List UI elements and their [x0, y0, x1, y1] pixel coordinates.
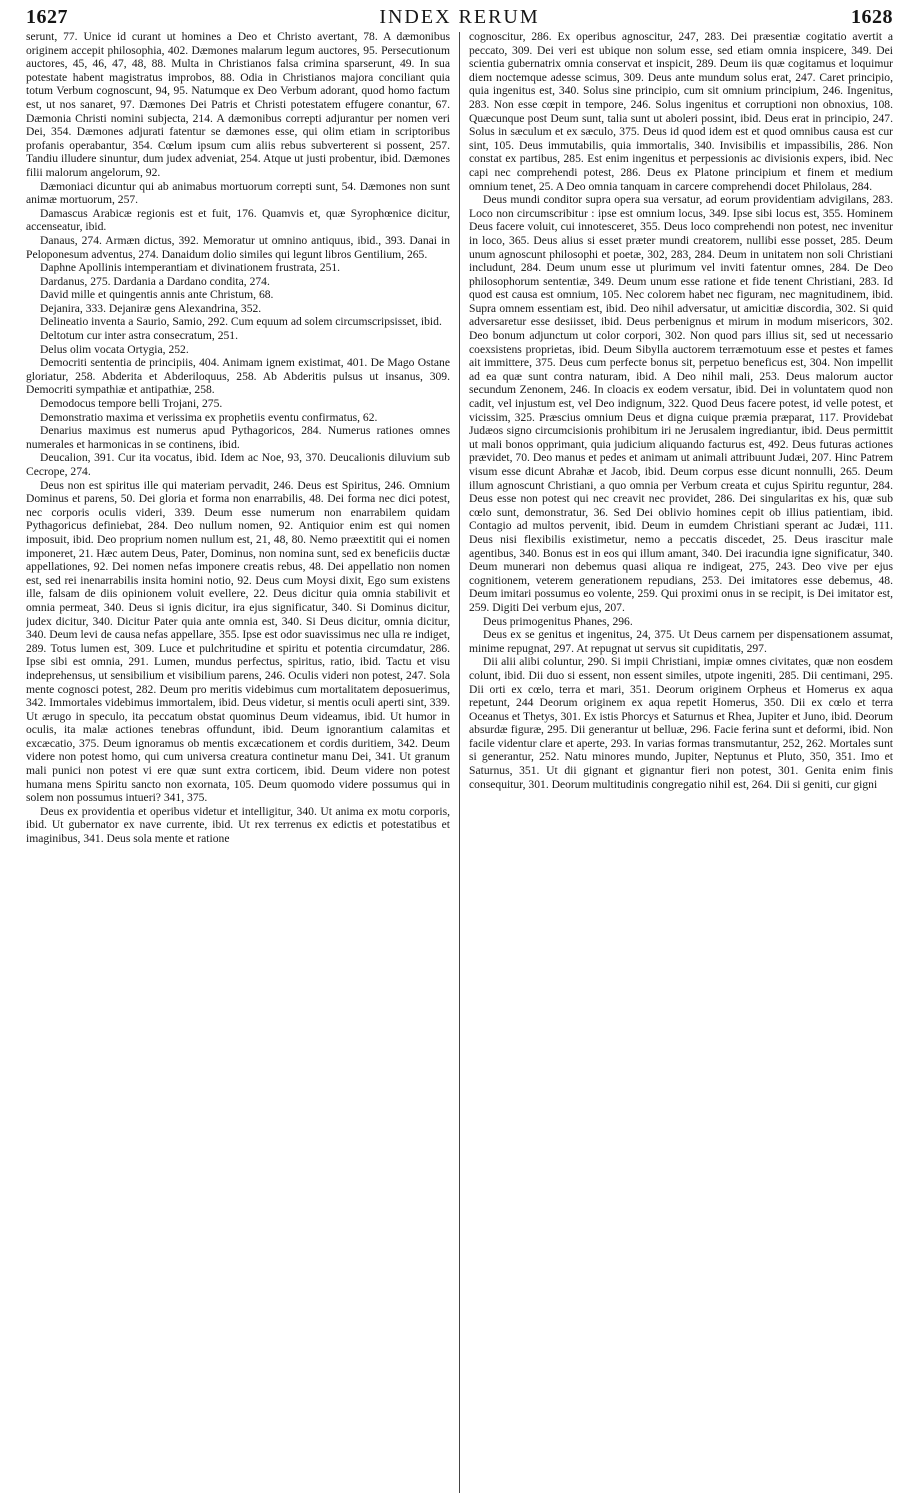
left-column-entry: Dæmoniaci dicuntur qui ab animabus mortuorum correpti sunt, 54. Dæmones non sunt animæ mortuorum, 257.	[26, 179, 450, 207]
left-column-entry: Deucalion, 391. Cur ita vocatus, ibid. Idem ac Noe, 93, 370. Deucalionis diluvium sub Cecrope, 274.	[26, 451, 450, 478]
left-column-entry: Demonstratio maxima et verissima ex prophetiis eventu confirmatus, 62.	[40, 410, 378, 424]
left-column-entry: Danaus, 274. Armæn dictus, 392. Memoratur ut omnino antiquus, ibid., 393. Danai in Peloponesum adventus, 274. Danaidum dolio similes qui legunt libros Gentilium, 265.	[26, 233, 450, 261]
left-column-entry: Demodocus tempore belli Trojani, 275.	[40, 397, 223, 411]
right-column-entry: Deus ex se genitus et ingenitus, 24, 375. Ut Deus carnem per dispensationem assumat, minime repugnat, 297. At repugnat ut servus sit cupiditatis, 297.	[469, 628, 893, 655]
column-divider	[459, 32, 460, 1493]
running-title: INDEX RERUM	[379, 6, 540, 28]
left-column-entry: Deltotum cur inter astra consecratum, 251.	[40, 329, 238, 343]
left-column-entry: serunt, 77. Unice id curant ut homines a Deo et Christo avertant, 78. A dæmonibus originem accepit philosophia, 402. Dæmones malarum legum auctores, 95. Persecutionum auctores, 45, 46, 47, 48, 88. Multa in Christianos falsa crimina sparserunt, 49. In sua potestate habent magistratus improbos, 88. Odia in Christianos majora conciliant quia totum Verbum cognoscunt, 94, 95. Natumque ex Deo Verbum adorant, quod homo factum est, ut nos sanaret, 97. Dæmones Dei Patris et Christi potestatem effugere conantur, 67. Dæmonia Christi nomini subjecta, 214. A dæmonibus correpti adjurantur per nomen veri Dei, 354. Dæmones adjurati fatentur se dæmones esse, qui olim etiam in scriptoribus profanis operabantur, 354. Cœlum ipsum cum aliis rebus subverterent si possent, 257. Tandiu illudere sinuntur, dum judex adveniat, 254. Atque ut justi probentur, ibid. Dæmones filii malorum angelorum, 92.	[26, 30, 450, 179]
left-column-entry: Democriti sententia de principiis, 404. Animam ignem existimat, 401. De Mago Ostane gloriatur, 258. Abderita et Abderiloquus, 258. Ab Abderitis pulsus ut insanus, 309. Democriti sympathiæ et antipathiæ, 258.	[26, 356, 450, 397]
left-column-entry: Dejanira, 333. Dejaniræ gens Alexandrina, 352.	[40, 301, 262, 315]
right-column-entry: Deus primogenitus Phanes, 296.	[483, 614, 633, 628]
left-column-entry: Delineatio inventa a Saurio, Samio, 292. Cum equum ad solem circumscripsisset, ibid.	[40, 315, 442, 329]
right-column-entry: Deus mundi conditor supra opera sua versatur, ad eorum providentiam advigilans, 283. Loco non circumscribitur : ipse est omnium locus, 349. Ipse sibi locus est, 355. Hominem Deus facere voluit, cui innotesceret, 355. Deus loco comprehendi non potest, nec invenitur in loco, 365. Deus alius si esset præter mundi creatorem, nullibi esse posset, 285. Deum unum agnoscunt philosophi et poetæ, 302, 283, 284. Deum in unitatem non soli Christiani includunt, 284. Deum unum esse ut plurimum vel inviti fatentur omnes, 284. De Deo philosophorum sententiæ, 349. Deum unum esse ratione et fide tenent Christiani, 283. Id quod est causa est omnium, 105. Nec colorem habet nec figuram, nec magnitudinem, ibid. Supra omnem essentiam est, ibid. Deo nihil adversatur, ut amicitiæ discordia, 302. Si quid adversaretur esse desiisset, ibid. Deus perbenignus et mirum in modum misericors, 302. Deo bonum adjunctum ut color corpori, 302. Non quod pars illius sit, sed ut necessario coexsistens proprietas, ibid. Deum Sibylla auctorem terræmotuum esse et pestes et fames ait immittere, 375. Deus cum perfecte bonus sit, perpetuo beneficus est, 304. Non impellit ad ea quæ sunt contra naturam, ibid. A Deo nihil mali, 253. Deus malorum auctor secundum Zenonem, 246. In cloacis ex eodem versatur, ibid. Dei in voluntatem quod non cadit, vel injustum est, vel Deo indignum, 322. Quod Deus facere potest, id velle potest, et vicissim, 325. Præscius omnium Deus et digna cuique præmia præparat, 117. Providebat Judæos signo circumcisionis prohibitum iri ne Jerusalem ingrediantur, ibid. Deus permittit ut mali bonos opprimant, quia judicium aliquando facturus est, 492. Deus futuras actiones prævidet, 70. Deo manus et pedes et animam ut animali attribuunt Judæi, 207. Hinc Patrem visum esse dicunt Abrahæ et Jacob, ibid. Deum corpus esse dicunt nonnulli, 265. Deum illum agnoscunt Christiani, a quo omnia per Verbum creata et cujus Spiritu reguntur, 284. Deus esse non potest qui nec creavit nec providet, 286. Dei singularitas ex his, quæ sub cœlo sunt, demonstratur, 36. Sed Dei oblivio homines cepit ob illius patientiam, ibid. Contagio ad multos pervenit, ibid. Deum in eumdem Christiani sperant ac Judæi, 111. Deus nisi flexibilis existimetur, nemo a peccatis discedet, 25. Deus irascitur male agentibus, 340. Bonus est in eos qui illum amant, 340. Dei iracundia igne significatur, 340. Deum munerari non debemus quasi aliqua re indigeat, 275, 243. Deo vive per ejus cognitionem, veterem generationem repudians, 253. Dei imitatores esse debemus, 48. Deum imitari possumus eo volente, 259. Qui proximi onus in se recipit, is Dei imitator est, 259. Digiti Dei verbum ejus, 207.	[469, 193, 893, 614]
left-column-entry: Damascus Arabicæ regionis est et fuit, 176. Quamvis et, quæ Syrophœnice dicitur, accenseatur, ibid.	[26, 206, 450, 234]
page-number-right: 1628	[851, 6, 893, 28]
left-column-entry: Denarius maximus est numerus apud Pythagoricos, 284. Numerus rationes omnes numerales et harmonicas in se continens, ibid.	[26, 424, 450, 451]
left-column-entry: Deus ex providentia et operibus videtur et intelligitur, 340. Ut anima ex motu corporis, ibid. Ut gubernator ex nave currente, ibid. Ut rex terrenus ex edictis et potestatibus et imaginibus, 341. Deus sola mente et ratione	[26, 804, 450, 846]
left-column-entry: Delus olim vocata Ortygia, 252.	[40, 342, 189, 356]
right-column	[469, 30, 893, 1493]
left-column-entry: David mille et quingentis annis ante Christum, 68.	[40, 288, 274, 302]
right-column-entry: cognoscitur, 286. Ex operibus agnoscitur, 247, 283. Dei præsentiæ cogitatio avertit a peccato, 309. Dei veri est ubique non solum esse, sed etiam omnia inspicere, 349. Dei scientia gubernatrix omnia conservat et inspicit, 289. Deum iis quæ cogitamus et loquimur diem noctemque adesse scimus, 309. Deus ante mundum solus erat, 247. Caret principio, quia ingenitus est, 340. Solus sine principio, cum sit omnium principium, 246. Ingenitus, 283. Non esse cœpit in tempore, 246. Solus ingenitus et corruptioni non obnoxius, 108. Quæcunque post Deum sunt, talia sunt ut aboleri possint, ibid. Deus erat in principio, 247. Solus in sæculum et ex sæculo, 375. Deus id quod idem est et quod omnibus causa est cur sint, 105. Deus immutabilis, quia immortalis, 340. Invisibilis et impassibilis, 286. Non constat ex partibus, 285. Est enim ingenitus et perpessionis ac divisionis expers, ibid. Nec capi nec comprehendi potest, 286. Deus ex Platone principium et finem et medium omnium tenet, 25. A Deo omnia tanquam in carcere comprehendi docet Philolaus, 284.	[469, 30, 893, 193]
left-column-entry: Dardanus, 275. Dardania a Dardano condita, 274.	[40, 274, 270, 288]
index-columns	[26, 30, 893, 1493]
left-column-entry: Deus non est spiritus ille qui materiam pervadit, 246. Deus est Spiritus, 246. Omnium Dominus et parens, 50. Dei gloria et forma non enarrabilis, 48. Dei forma nec dici potest, nec corporis oculis videri, 339. Deum esse numerum non enarrabilem quidam Pythagoricus definiebat, 284. Deo nullum nomen, 92. Antiquior enim est qui nomen imposuit, ibid. Deo proprium nomen nullum est, 21, 48, 80. Nemo præextitit qui ei nomen imponeret, 21. Hæc autem Deus, Pater, Dominus, non nomina sunt, sed ex beneficiis ductæ appellationes, 92. Dei nomen nefas imponere creatis rebus, 48. Dei appellatio non nomen est, sed rei inenarrabilis insita homini notio, 92. Deus cum Moysi dixit, Ego sum existens ille, falsam de diis opinionem voluit evellere, 22. Deus dicitur quia omnia stabilivit et omnia permeat, 340. Deus si ignis dicitur, ira ejus significatur, 340. Si Dominus dicitur, judex dicitur, 340. Dicitur Pater quia ante omnia est, 340. Si Deus dicitur, omnia dicitur, 340. Deum levi de causa nefas appellare, 355. Ipse est odor suavissimus nec ulla re indiget, 289. Totus lumen est, 309. Luce et pulchritudine et spiritu et potentia circumdatur, 286. Ipse sibi est omnia, 291. Lumen, mundus perfectus, spiritus, ratio, ibid. Tactu et visu indeprehensus, ut sensibilium et visibilium parens, 246. Oculis videri non potest, 247. Sola mente cognosci potest, 282. Deum pro meritis videbimus cum mortalitatem deposuerimus, 342. Immortales videbimus immortalem, ibid. Deus videtur, si mentis oculi aperti sint, 339. Ut ærugo in speculo, ita peccatum obstat quominus Deum videamus, ibid. Ut humor in oculis, ita malæ actiones tenebras offundunt, ibid. Deum ignorantium calamitas et excæcatio, 375. Deum ignoramus ob mentis excæcationem et cordis duritiem, 342. Deum videre non potest homo, qui cum universa creatura continetur manu Dei, 341. Ut granum mali punici non potest vi ere quæ sunt extra corticem, ibid. Deum videre non potest humana mens Spiritu sancto non exornata, 105. Deum quomodo videre possumus qui in solem non possumus intueri? 341, 375.	[26, 478, 450, 805]
right-column-entry: Dii alii alibi coluntur, 290. Si impii Christiani, impiæ omnes civitates, quæ non eosdem colunt, ibid. Dii duo si essent, non essent similes, utpote ingeniti, 285. Dii centimani, 295. Dii orti ex cœlo, terra et mari, 351. Deorum originem Orpheus et Homerus ex aqua repetunt, 244 Deorum originem ex aqua repetit Homerus, 350. Dii ex cœlo et terra Oceanus et Thetys, 301. Ex istis Phorcys et Saturnus et Rhea, Jupiter et Juno, ibid. Deorum absurdæ figuræ, 295. Dii generantur ut belluæ, 296. Facie ferina sunt et deformi, ibid. Non facile videntur clare et aperte, 293. In varias formas transmutantur, 252, 262. Mortales sunt si generantur, 252. Natu minores mundo, Jupiter, Neptunus et Pluto, 350, 351. Imo et Saturnus, 351. Ut dii gignant et gignantur fieri non potest, 301. Genita enim finis consequitur, 301. Deorum multitudinis congregatio nihil est, 264. Dii si geniti, cur gigni	[469, 655, 893, 791]
page-number-left: 1627	[26, 6, 68, 28]
left-column	[26, 30, 450, 1493]
left-column-entry: Daphne Apollinis intemperantiam et divinationem frustrata, 251.	[40, 261, 341, 275]
